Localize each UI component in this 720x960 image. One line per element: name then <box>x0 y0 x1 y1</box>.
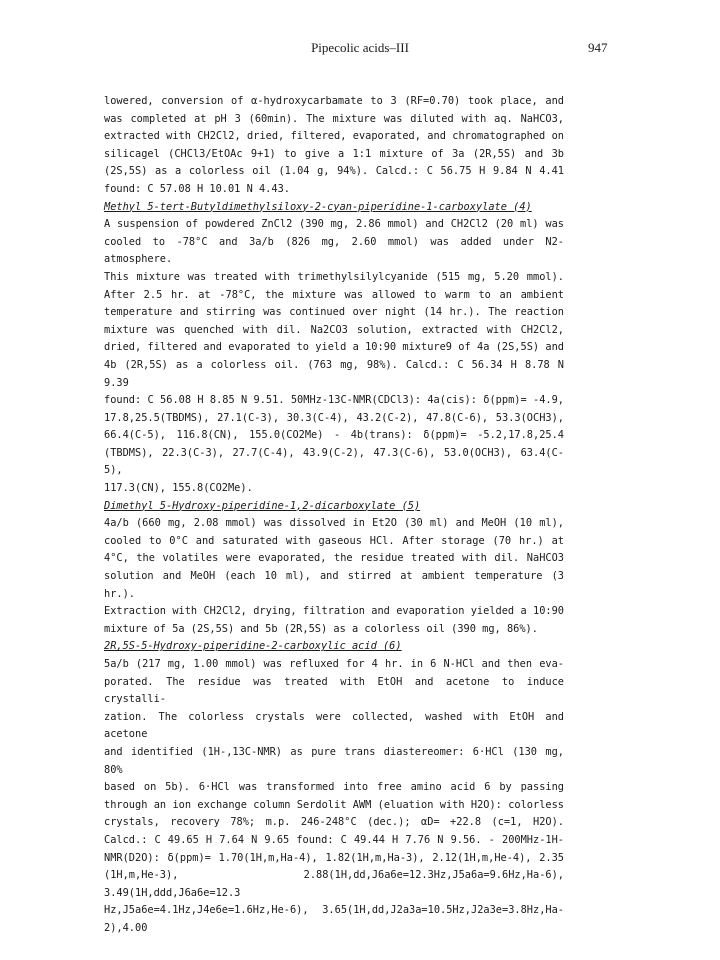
text-line: (TBDMS), 22.3(C-3), 27.7(C-4), 43.9(C-2), 47.3(C-6), 53.0(OCH3), 63.4(C-5), <box>104 446 564 477</box>
text-line: and identified (1H-,13C-NMR) as pure trans diastereomer: 6·HCl (130 mg, 80% <box>104 745 564 776</box>
text-line: 117.3(CN), 155.8(CO2Me). <box>104 482 253 495</box>
text-line: cooled to 0°C and saturated with gaseous HCl. After storage (70 hr.) at <box>104 534 564 547</box>
text-line: crystals, recovery 78%; m.p. 246-248°C (dec.); αD= +22.8 (c=1, H2O). <box>104 816 564 829</box>
text-line: Hz,J5a6e=4.1Hz,J4e6e=1.6Hz,He-6), 3.65(1H,dd,J2a3a=10.5Hz,J2a3e=3.8Hz,Ha-2),4.00 <box>104 904 564 934</box>
text-line: Extraction with CH2Cl2, drying, filtration and evaporation yielded a 10:90 <box>104 605 564 618</box>
text-line: 4°C, the volatiles were evaporated, the residue treated with dil. NaHCO3 <box>104 552 564 565</box>
text-line: based on 5b). 6·HCl was transformed into free amino acid 6 by passing <box>104 781 564 794</box>
text-line: 17.8,25.5(TBDMS), 27.1(C-3), 30.3(C-4), 43.2(C-2), 47.8(C-6), 53.3(OCH3), <box>104 411 564 424</box>
running-title: Pipecolic acids–III <box>311 40 409 55</box>
experimental-text <box>104 93 564 938</box>
text-line: (1H,m,He-3), 2.88(1H,dd,J6a6e=12.3Hz,J5a6a=9.6Hz,Ha-6), 3.49(1H,ddd,J6a6e=12.3 <box>104 869 564 899</box>
text-line: (2S,5S) as a colorless oil (1.04 g, 94%). Calcd.: C 56.75 H 9.84 N 4.41 <box>104 165 564 178</box>
text-line: This mixture was treated with trimethylsilylcyanide (515 mg, 5.20 mmol). <box>104 270 564 283</box>
text-line: solution and MeOH (each 10 ml), and stirred at ambient temperature (3 hr.). <box>104 570 564 600</box>
text-line: Calcd.: C 49.65 H 7.64 N 9.65 found: C 49.44 H 7.76 N 9.56. - 200MHz-1H- <box>104 833 564 846</box>
text-line: After 2.5 hr. at -78°C, the mixture was allowed to warm to an ambient <box>104 288 564 301</box>
text-line: 4a/b (660 mg, 2.08 mmol) was dissolved in Et2O (30 ml) and MeOH (10 ml), <box>104 517 564 530</box>
text-line: porated. The residue was treated with EtOH and acetone to induce crystalli- <box>104 675 564 706</box>
page-header <box>0 40 720 60</box>
section-heading: Dimethyl 5-Hydroxy-piperidine-1,2-dicarboxylate (5) <box>104 499 421 512</box>
text-line: mixture was quenched with dil. Na2CO3 solution, extracted with CH2Cl2, <box>104 323 564 336</box>
text-line: NMR(D2O): δ(ppm)= 1.70(1H,m,Ha-4), 1.82(1H,m,Ha-3), 2.12(1H,m,He-4), 2.35 <box>104 851 564 864</box>
text-line: found: C 57.08 H 10.01 N 4.43. <box>104 182 290 195</box>
section-heading: 2R,5S-5-Hydroxy-piperidine-2-carboxylic acid (6) <box>104 640 402 653</box>
text-line: A suspension of powdered ZnCl2 (390 mg, 2.86 mmol) and CH2Cl2 (20 ml) was <box>104 218 564 231</box>
text-line: found: C 56.08 H 8.85 N 9.51. 50MHz-13C-NMR(CDCl3): 4a(cis): δ(ppm)= -4.9, <box>104 394 564 407</box>
text-line: extracted with CH2Cl2, dried, filtered, evaporated, and chromatographed on <box>104 130 564 143</box>
text-line: 66.4(C-5), 116.8(CN), 155.0(CO2Me) - 4b(trans): δ(ppm)= -5.2,17.8,25.4 <box>104 429 564 442</box>
text-line: lowered, conversion of α-hydroxycarbamate to 3 (RF=0.70) took place, and <box>104 95 564 107</box>
text-line: temperature and stirring was continued over night (14 hr.). The reaction <box>104 306 564 319</box>
text-line: was completed at pH 3 (60min). The mixture was diluted with aq. NaHCO3, <box>104 112 564 125</box>
text-line: mixture of 5a (2S,5S) and 5b (2R,5S) as a colorless oil (390 mg, 86%). <box>104 622 538 635</box>
text-line: through an ion exchange column Serdolit AWM (eluation with H2O): colorless <box>104 798 564 811</box>
text-line: 5a/b (217 mg, 1.00 mmol) was refluxed for 4 hr. in 6 N-HCl and then eva- <box>104 658 564 670</box>
page-number: 947 <box>588 40 608 55</box>
text-line: 4b (2R,5S) as a colorless oil. (763 mg, 98%). Calcd.: C 56.34 H 8.78 N 9.39 <box>104 358 564 389</box>
text-line: zation. The colorless crystals were collected, washed with EtOH and acetone <box>104 710 564 741</box>
text-line: cooled to -78°C and 3a/b (826 mg, 2.60 mmol) was added under N2-atmosphere. <box>104 235 564 266</box>
text-line: silicagel (CHCl3/EtOAc 9+1) to give a 1:1 mixture of 3a (2R,5S) and 3b <box>104 147 564 160</box>
section-heading: Methyl 5-tert-Butyldimethylsiloxy-2-cyan-piperidine-1-carboxylate (4) <box>104 200 532 213</box>
text-line: dried, filtered and evaporated to yield a 10:90 mixture9 of 4a (2S,5S) and <box>104 341 564 354</box>
